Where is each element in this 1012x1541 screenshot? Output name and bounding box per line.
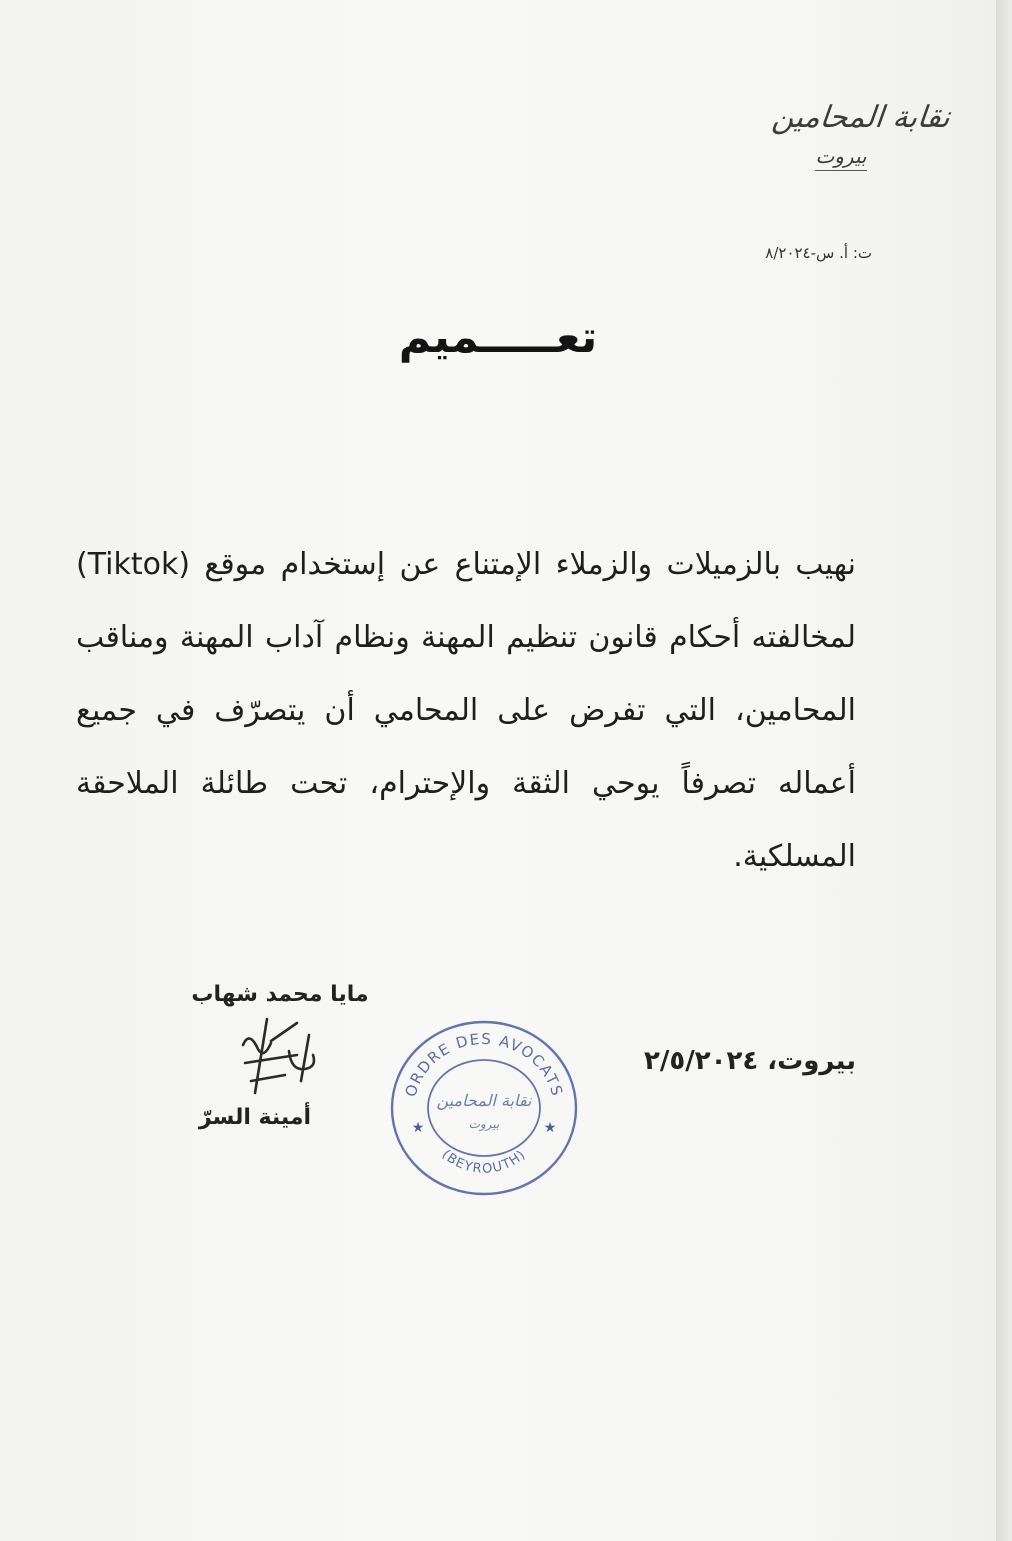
document-title: تعـــــميم: [398, 312, 598, 363]
seal-outer-top-text: ORDRE DES AVOCATS: [401, 1029, 567, 1099]
seal-inner-city: بيروت: [468, 1117, 500, 1131]
reference-number: ت: أ. س-٨/٢٠٢٤: [765, 244, 872, 262]
seal-inner-name: نقابة المحامين: [436, 1091, 532, 1110]
letterhead-city: بيروت: [815, 144, 866, 171]
signatory-name: مايا محمد شهاب: [191, 982, 369, 1007]
document-date: بيروت، ٢/٥/٢٠٢٤: [644, 1046, 856, 1076]
circular-body: نهيب بالزميلات والزملاء الإمتناع عن إستخدام موقع (Tiktok) لمخالفته أحكام قانون تنظيم المهنة ونظام آداب المهنة ومناقب المحامين، التي تفرض على المحامي أن يتصرّف في جميع أعماله تصرفاً يوحي الثقة والإحترام، تحت طائلة الملاحقة المسلكية.: [76, 547, 856, 874]
handwritten-signature: [205, 1011, 355, 1101]
letterhead: [766, 98, 956, 171]
page-edge: [996, 0, 1012, 1541]
bar-association-seal: [388, 1018, 580, 1198]
seal-star-icon: ★: [411, 1120, 425, 1136]
letterhead-name: نقابة المحامين: [770, 100, 952, 135]
signature-block: [150, 982, 410, 1130]
seal-star-icon: ★: [543, 1120, 557, 1136]
seal-outer-bottom-text: (BEYROUTH): [438, 1147, 530, 1177]
signatory-role: أمينة السرّ: [199, 1105, 311, 1130]
